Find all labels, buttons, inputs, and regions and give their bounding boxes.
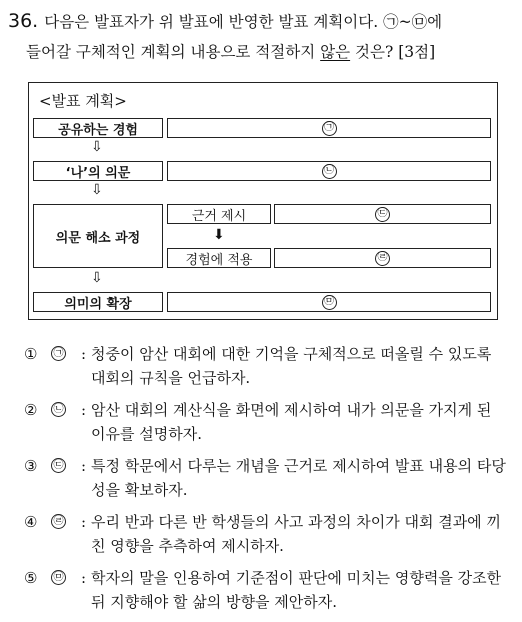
marker-3: ㉢ — [375, 207, 390, 222]
choice-text: 우리 반과 다른 반 학생들의 사고 과정의 차이가 대회 결과에 끼친 영향을 추측하여 제시하자. — [91, 513, 501, 555]
question-line-1 — [8, 10, 442, 32]
choice-text: 암산 대회의 계산식을 화면에 제시하여 내가 의문을 가지게 된 이유를 설명하자. — [91, 401, 492, 443]
marker-2: ㉡ — [322, 164, 337, 179]
choice-number: ⑤ — [24, 569, 38, 587]
choice-number: ② — [24, 401, 38, 419]
marker-5: ㉤ — [322, 295, 337, 310]
choice-1[interactable]: ① ㉠ : 청중이 암산 대회에 대한 기억을 구체적으로 떠올릴 수 있도록 대회의 규칙을 언급하자. — [24, 342, 510, 390]
blank-3 — [274, 204, 491, 224]
choice-number: ① — [24, 345, 38, 363]
question-number: 36. — [8, 10, 39, 32]
choice-marker: ㉠ — [51, 346, 66, 361]
choice-2[interactable]: ② ㉡ : 암산 대회의 계산식을 화면에 제시하여 내가 의문을 가지게 된 이유를 설명하자. — [24, 398, 510, 446]
answer-choices — [24, 342, 510, 622]
down-arrow-icon: ⇩ — [91, 270, 103, 286]
question-text-2a: 들어갈 구체적인 계획의 내용으로 적절하지 — [26, 43, 321, 61]
choice-marker: ㉡ — [51, 402, 66, 417]
question-text-1: 다음은 발표자가 위 발표에 반영한 발표 계획이다. ㉠~㉤에 — [44, 13, 443, 31]
stage-meaning-expansion: 의미의 확장 — [33, 292, 163, 312]
blank-2 — [167, 161, 491, 181]
blank-4 — [274, 248, 491, 268]
black-down-arrow-icon: ⬇ — [213, 227, 225, 243]
stage-my-question: ‘나’의 의문 — [33, 161, 163, 181]
stage-resolve-question: 의문 해소 과정 — [33, 204, 163, 268]
choice-number: ④ — [24, 513, 38, 531]
choice-marker: ㉢ — [51, 458, 66, 473]
blank-1 — [167, 118, 491, 138]
blank-5 — [167, 292, 491, 312]
choice-marker: ㉣ — [51, 514, 66, 529]
plan-box — [28, 82, 498, 320]
choice-3[interactable]: ③ ㉢ : 특정 학문에서 다루는 개념을 근거로 제시하여 발표 내용의 타당성을 확보하자. — [24, 454, 510, 502]
marker-4: ㉣ — [375, 251, 390, 266]
choice-4[interactable]: ④ ㉣ : 우리 반과 다른 반 학생들의 사고 과정의 차이가 대회 결과에 끼친 영향을 추측하여 제시하자. — [24, 510, 510, 558]
substage-apply: 경험에 적용 — [167, 248, 271, 268]
question-line-2 — [26, 40, 435, 62]
down-arrow-icon: ⇩ — [91, 139, 103, 155]
choice-marker: ㉤ — [51, 570, 66, 585]
stage-shared-experience: 공유하는 경험 — [33, 118, 163, 138]
question-underline: 않은 — [320, 43, 351, 61]
choice-text: 학자의 말을 인용하여 기준점이 판단에 미치는 영향력을 강조한 뒤 지향해야 할 삶의 방향을 제안하자. — [91, 569, 502, 611]
marker-1: ㉠ — [322, 121, 337, 136]
choice-text: 특정 학문에서 다루는 개념을 근거로 제시하여 발표 내용의 타당성을 확보하자. — [91, 457, 506, 499]
plan-title: <발표 계획> — [39, 92, 127, 110]
choice-text: 청중이 암산 대회에 대한 기억을 구체적으로 떠올릴 수 있도록 대회의 규칙을 언급하자. — [91, 345, 492, 387]
question-text-2b: 것은? [3점] — [350, 43, 436, 61]
substage-evidence: 근거 제시 — [167, 204, 271, 224]
choice-5[interactable]: ⑤ ㉤ : 학자의 말을 인용하여 기준점이 판단에 미치는 영향력을 강조한 뒤 지향해야 할 삶의 방향을 제안하자. — [24, 566, 510, 614]
down-arrow-icon: ⇩ — [91, 182, 103, 198]
choice-number: ③ — [24, 457, 38, 475]
